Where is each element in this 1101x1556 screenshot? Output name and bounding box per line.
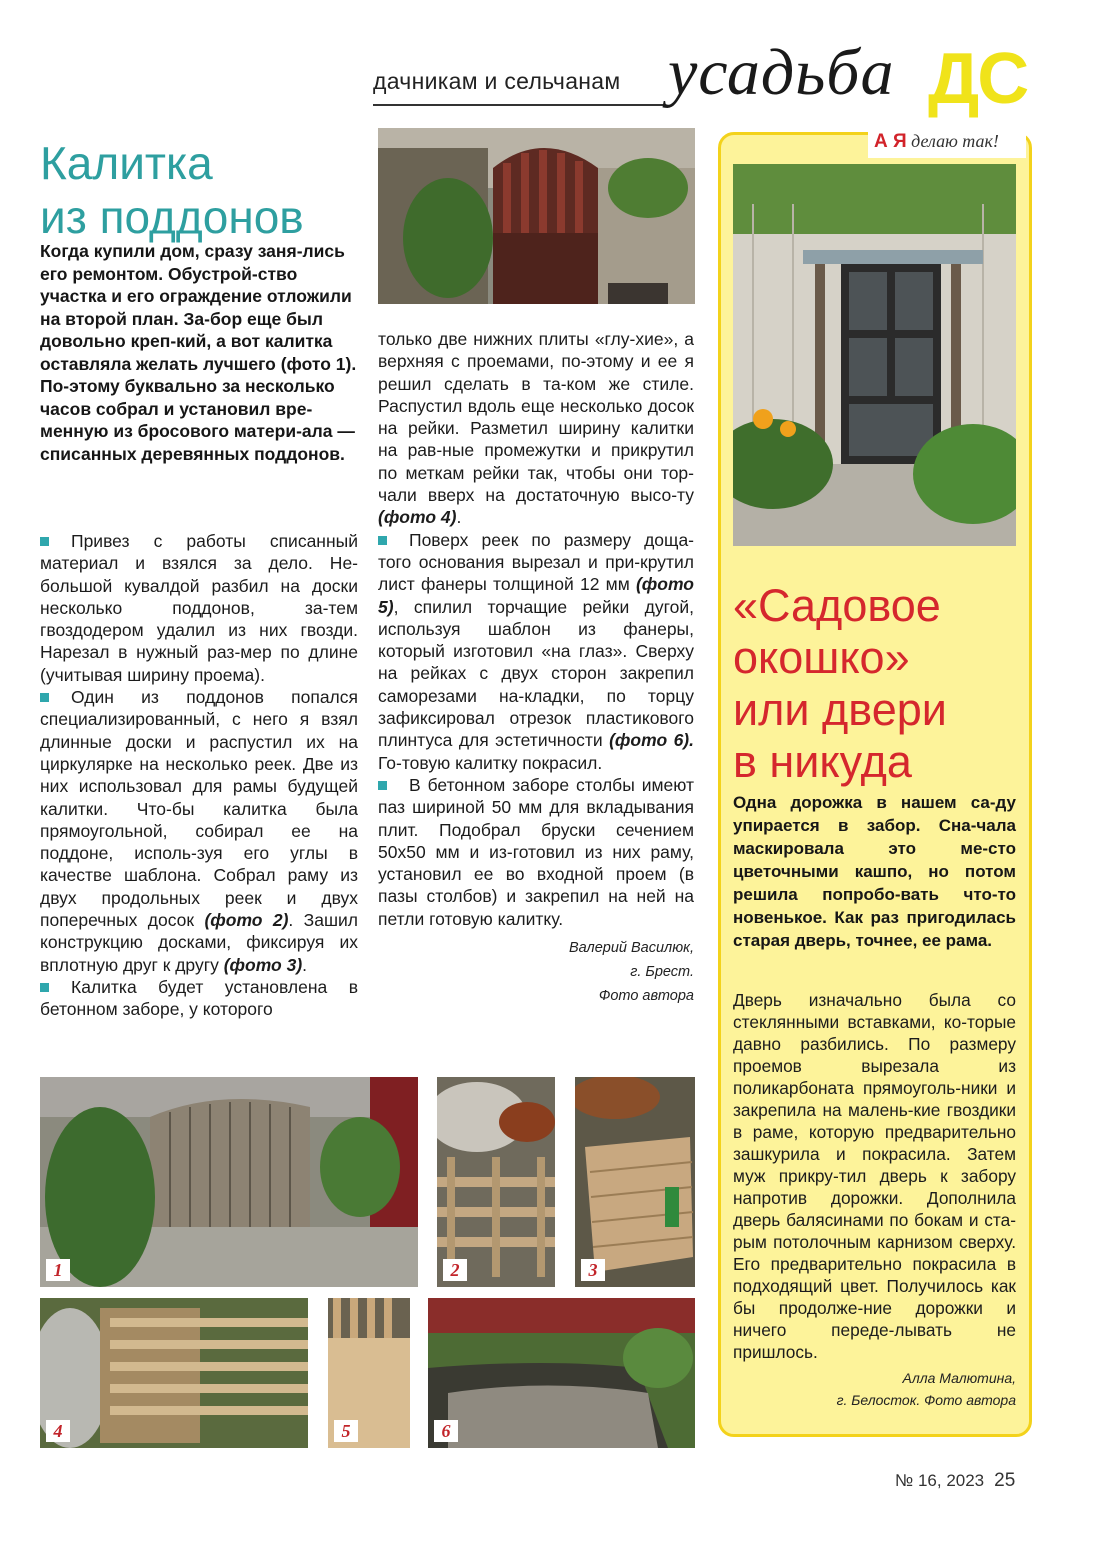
- sidebar-tag: [874, 131, 999, 153]
- sidebar-title: «Садовое окошко» или двери в никуда: [733, 580, 947, 787]
- article-signature: [378, 936, 694, 1008]
- header-rule: [373, 104, 665, 106]
- photo-5: [328, 1298, 410, 1448]
- photo-number: 1: [46, 1259, 70, 1281]
- photo-ref: (фото 5): [378, 574, 694, 617]
- photo-6: [428, 1298, 695, 1448]
- paragraph-4: только две нижних плиты «глу-хие», а верхняя с проемами, по-этому и ее я решил сделать в та-ком же стиле. Распустил вдоль еще несколько досок на рейки. Разметил ширину калитки на рав-ные промежутки и прикрутил по меткам рейки так, чтобы они тор-чали вверх на достаточную высо-ту (фото 4).: [378, 329, 694, 528]
- garden-door-illustration: [733, 164, 1016, 546]
- photo-ref: (фото 6).: [609, 730, 694, 751]
- article-title: [40, 136, 304, 244]
- paragraph-6: В бетонном заборе столбы имеют паз шириной 50 мм для вкладывания плит. Подобрал бруски сечением 50х50 мм и из-готовил из них раму, установил ее во входной проем (в пазы столбов) и закрепил на ней на петли готовую калитку.: [378, 774, 694, 929]
- photo-number: 3: [581, 1259, 605, 1281]
- photo-number: 5: [334, 1420, 358, 1442]
- sidebar-lead: Одна дорожка в нашем са-ду упирается в забор. Сна-чала маскировала это ме-сто цветочными кашпо, но потом решила попробо-вать что-то новенькое. Как раз пригодилась старая дверь, точнее, ее рама.: [733, 793, 1016, 950]
- bullet-marker: [40, 537, 49, 546]
- author-name: Валерий Василюк,: [568, 940, 694, 957]
- bullet-marker: [378, 781, 387, 790]
- photo-credit: Фото автора: [598, 988, 694, 1005]
- issue-number: № 16, 2023: [895, 1471, 985, 1490]
- tag-prefix: А Я: [874, 131, 907, 152]
- article-lead: Когда купили дом, сразу заня-лись его ремонтом. Обустрой-ство участка и его ограждение отложили на второй план. За-бор еще был довольно креп-кий, а вот калитка оставляла желать лучшего (фото 1). По-этому буквально за несколько часов собрал и установил вре-менную из бросового матери-ала — списанных деревянных поддонов.: [40, 241, 357, 464]
- article-column-1: [40, 530, 358, 1021]
- page-footer: [895, 1470, 1015, 1492]
- sidebar-signature: [733, 1367, 1016, 1411]
- photo-4: [40, 1298, 308, 1448]
- brand-title: усадьба: [668, 36, 895, 109]
- brand-badge: ДС: [928, 39, 1028, 119]
- photo-garden-door: [733, 164, 1016, 546]
- author-city: г. Брест.: [630, 964, 694, 981]
- photo-ref: (фото 2): [204, 910, 289, 931]
- paragraph-2: Один из поддонов попался специализированный, с него я взял длинные доски и распустил их на циркулярке на несколько реек. Две из них использовал для рамы будущей калитки. Что-бы калитка была прямоугольной, собирал ее на поддоне, исполь-зуя его углы в качестве шаблона. Собрал раму из двух продольных реек и двух поперечных досок (фото 2). Зашил конструкцию досками, фиксируя их вплотную друг к другу (фото 3).: [40, 687, 358, 975]
- photo-2: [437, 1077, 555, 1287]
- sidebar-author: Алла Малютина,: [902, 1370, 1016, 1386]
- photo-ref: (фото 3): [223, 954, 303, 975]
- photo-3: [575, 1077, 695, 1287]
- paragraph-3: Калитка будет установлена в бетонном заборе, у которого: [40, 976, 358, 1020]
- photo-gate-top: [378, 128, 695, 304]
- bullet-marker: [378, 536, 387, 545]
- bullet-marker: [40, 983, 49, 992]
- photo-number: 2: [443, 1259, 467, 1281]
- paragraph-5: Поверх реек по размеру доща-того основания вырезал и при-крутил лист фанеры толщиной 12 мм (фото 5), спилил торчащие рейки дугой, используя шаблон из фанеры, который изготовил «на глаз». Сверху на рейках с двух сторон закрепил саморезами на-кладки, по торцу зафиксировал отрезок пластикового плинтуса для эстетичности (фото 6). Го-товую калитку покрасил.: [378, 529, 694, 773]
- bullet-marker: [40, 693, 49, 702]
- section-subtitle: дачникам и сельчанам: [373, 68, 621, 94]
- article-column-2: [378, 328, 694, 1008]
- sidebar-body: Дверь изначально была со стеклянными вставками, ко-торые давно разбились. По размеру проемов вырезала из поликарбоната прямоуголь-ники и закрепила на малень-кие гвоздики в раме, которую предварительно зашкурила и покрасила. Затем муж прикру-тил дверь к забору напротив дорожки. Дополнила дверь балясинами по бокам и ста-рым потолочным карнизом сверху. Его предварительно покрасила в подходящий цвет. Получилось как бы продолже-ние дорожки и ничего переде-лывать не пришлось. Алла Малютина, г. Белосток. Фото автора: [733, 989, 1016, 1411]
- paragraph-1: Привез с работы списанный материал и взялся за дело. Не-большой кувалдой разбил на доски несколько поддонов, за-тем гвоздодером удалил из них гвозди. Нарезал в нужный раз-мер по длине (учитывая ширину проема).: [40, 531, 358, 685]
- photo-ref: (фото 4): [378, 507, 457, 528]
- tag-suffix: делаю так!: [911, 131, 999, 151]
- photo-1: [40, 1077, 418, 1287]
- page-number: 25: [994, 1470, 1016, 1491]
- sidebar-credit: г. Белосток. Фото автора: [836, 1392, 1016, 1408]
- gate-illustration: [378, 128, 695, 304]
- photo-number: 6: [434, 1420, 458, 1442]
- article-title-line2: из поддонов: [40, 191, 304, 243]
- photo-number: 4: [46, 1420, 70, 1442]
- article-title-line1: Калитка: [40, 137, 213, 189]
